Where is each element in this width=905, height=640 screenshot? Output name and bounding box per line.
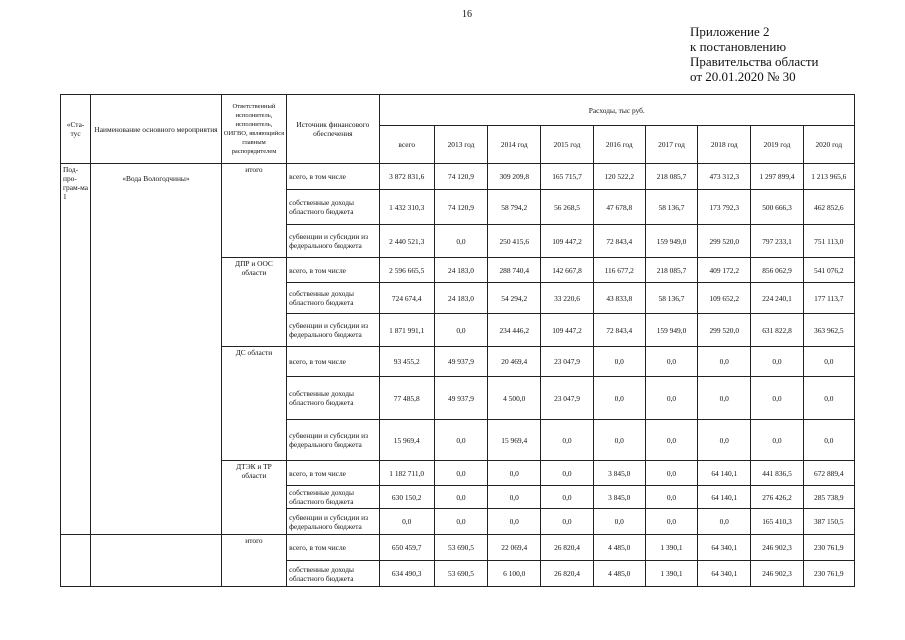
budget-table <box>60 94 855 587</box>
value-cell: 64 340,1 <box>698 561 751 587</box>
value-cell: 672 889,4 <box>803 461 854 486</box>
source-cell: субвенции и субсидии из федерального бюджета <box>287 509 379 535</box>
appendix-line-2: к постановлению <box>690 39 787 54</box>
value-cell: 363 962,5 <box>803 314 854 347</box>
source-cell: собственные доходы областного бюджета <box>287 561 379 587</box>
value-cell: 64 340,1 <box>698 535 751 561</box>
source-cell: всего, в том числе <box>287 535 379 561</box>
header-name: Наименование основного мероприятия <box>91 95 222 164</box>
header-year: 2020 год <box>803 126 854 164</box>
value-cell: 15 969,4 <box>488 420 541 461</box>
value-cell: 72 843,4 <box>593 314 645 347</box>
value-cell: 500 666,3 <box>751 190 803 225</box>
value-cell: 74 120,9 <box>434 164 487 190</box>
value-cell: 0,0 <box>698 377 751 420</box>
header-year: 2017 год <box>645 126 697 164</box>
value-cell: 23 047,9 <box>541 347 593 377</box>
value-cell: 276 426,2 <box>751 486 803 509</box>
value-cell: 0,0 <box>803 347 854 377</box>
value-cell: 109 652,2 <box>698 283 751 314</box>
value-cell: 0,0 <box>593 347 645 377</box>
value-cell: 93 455,2 <box>379 347 434 377</box>
value-cell: 288 740,4 <box>488 258 541 283</box>
value-cell: 47 678,8 <box>593 190 645 225</box>
value-cell: 0,0 <box>541 420 593 461</box>
value-cell: 797 233,1 <box>751 225 803 258</box>
value-cell: 56 268,5 <box>541 190 593 225</box>
value-cell: 246 902,3 <box>751 561 803 587</box>
source-cell: всего, в том числе <box>287 461 379 486</box>
value-cell: 159 949,0 <box>645 225 697 258</box>
header-total: всего <box>379 126 434 164</box>
value-cell: 0,0 <box>751 420 803 461</box>
value-cell: 72 843,4 <box>593 225 645 258</box>
value-cell: 0,0 <box>698 420 751 461</box>
status-cell <box>61 535 91 587</box>
value-cell: 234 446,2 <box>488 314 541 347</box>
value-cell: 631 822,8 <box>751 314 803 347</box>
responsible-cell: ДТЭК и ТР области <box>221 461 286 535</box>
header-year: 2019 год <box>751 126 803 164</box>
header-expenses: Расходы, тыс руб. <box>379 95 854 126</box>
value-cell: 49 937,9 <box>434 347 487 377</box>
value-cell: 299 520,0 <box>698 225 751 258</box>
value-cell: 0,0 <box>488 509 541 535</box>
value-cell: 177 113,7 <box>803 283 854 314</box>
value-cell: 473 312,3 <box>698 164 751 190</box>
value-cell: 120 522,2 <box>593 164 645 190</box>
value-cell: 0,0 <box>593 509 645 535</box>
value-cell: 0,0 <box>488 486 541 509</box>
appendix-line-3: Правительства области <box>690 54 819 69</box>
value-cell: 630 150,2 <box>379 486 434 509</box>
value-cell: 0,0 <box>751 377 803 420</box>
value-cell: 1 182 711,0 <box>379 461 434 486</box>
value-cell: 1 390,1 <box>645 535 697 561</box>
value-cell: 165 410,3 <box>751 509 803 535</box>
value-cell: 309 209,8 <box>488 164 541 190</box>
value-cell: 26 820,4 <box>541 535 593 561</box>
value-cell: 299 520,0 <box>698 314 751 347</box>
value-cell: 0,0 <box>434 225 487 258</box>
value-cell: 4 500,0 <box>488 377 541 420</box>
value-cell: 0,0 <box>645 377 697 420</box>
value-cell: 751 113,0 <box>803 225 854 258</box>
value-cell: 0,0 <box>698 347 751 377</box>
value-cell: 0,0 <box>645 461 697 486</box>
appendix-heading <box>690 24 819 84</box>
value-cell: 1 432 310,3 <box>379 190 434 225</box>
responsible-cell: ДС области <box>221 347 286 461</box>
header-year: 2015 год <box>541 126 593 164</box>
value-cell: 58 136,7 <box>645 190 697 225</box>
value-cell: 6 100,0 <box>488 561 541 587</box>
source-cell: всего, в том числе <box>287 347 379 377</box>
appendix-line-4: от 20.01.2020 № 30 <box>690 69 796 84</box>
value-cell: 0,0 <box>593 377 645 420</box>
value-cell: 0,0 <box>434 420 487 461</box>
source-cell: субвенции и субсидии из федерального бюджета <box>287 225 379 258</box>
value-cell: 0,0 <box>645 420 697 461</box>
value-cell: 634 490,3 <box>379 561 434 587</box>
value-cell: 0,0 <box>645 347 697 377</box>
value-cell: 0,0 <box>541 486 593 509</box>
value-cell: 4 485,0 <box>593 561 645 587</box>
value-cell: 74 120,9 <box>434 190 487 225</box>
value-cell: 0,0 <box>541 461 593 486</box>
value-cell: 54 294,2 <box>488 283 541 314</box>
source-cell: собственные доходы областного бюджета <box>287 377 379 420</box>
value-cell: 20 469,4 <box>488 347 541 377</box>
value-cell: 2 596 665,5 <box>379 258 434 283</box>
value-cell: 26 820,4 <box>541 561 593 587</box>
value-cell: 462 852,6 <box>803 190 854 225</box>
value-cell: 541 076,2 <box>803 258 854 283</box>
source-cell: собственные доходы областного бюджета <box>287 190 379 225</box>
value-cell: 0,0 <box>645 486 697 509</box>
value-cell: 4 485,0 <box>593 535 645 561</box>
value-cell: 142 667,8 <box>541 258 593 283</box>
value-cell: 441 836,5 <box>751 461 803 486</box>
value-cell: 64 140,1 <box>698 461 751 486</box>
responsible-cell: итого <box>221 535 286 587</box>
value-cell: 1 297 899,4 <box>751 164 803 190</box>
value-cell: 246 902,3 <box>751 535 803 561</box>
value-cell: 109 447,2 <box>541 314 593 347</box>
source-cell: субвенции и субсидии из федерального бюджета <box>287 314 379 347</box>
header-source: Источник финансового обеспечения <box>287 95 379 164</box>
value-cell: 173 792,3 <box>698 190 751 225</box>
header-year: 2013 год <box>434 126 487 164</box>
header-year: 2016 год <box>593 126 645 164</box>
header-year: 2014 год <box>488 126 541 164</box>
value-cell: 77 485,8 <box>379 377 434 420</box>
value-cell: 43 833,8 <box>593 283 645 314</box>
value-cell: 218 085,7 <box>645 164 697 190</box>
value-cell: 224 240,1 <box>751 283 803 314</box>
value-cell: 24 183,0 <box>434 283 487 314</box>
value-cell: 230 761,9 <box>803 561 854 587</box>
value-cell: 724 674,4 <box>379 283 434 314</box>
value-cell: 3 872 831,6 <box>379 164 434 190</box>
value-cell: 218 085,7 <box>645 258 697 283</box>
value-cell: 1 390,1 <box>645 561 697 587</box>
appendix-line-1: Приложение 2 <box>690 24 770 39</box>
value-cell: 15 969,4 <box>379 420 434 461</box>
program-name: «Вода Вологодчины» <box>91 164 222 535</box>
value-cell: 24 183,0 <box>434 258 487 283</box>
value-cell: 23 047,9 <box>541 377 593 420</box>
value-cell: 109 447,2 <box>541 225 593 258</box>
value-cell: 3 845,0 <box>593 486 645 509</box>
value-cell: 0,0 <box>488 461 541 486</box>
value-cell: 58 794,2 <box>488 190 541 225</box>
value-cell: 165 715,7 <box>541 164 593 190</box>
value-cell: 1 871 991,1 <box>379 314 434 347</box>
value-cell: 0,0 <box>541 509 593 535</box>
table-row <box>61 535 855 561</box>
value-cell: 285 738,9 <box>803 486 854 509</box>
value-cell: 856 062,9 <box>751 258 803 283</box>
value-cell: 0,0 <box>803 377 854 420</box>
value-cell: 1 213 965,6 <box>803 164 854 190</box>
header-status: «Ста-тус <box>61 95 91 164</box>
value-cell: 250 415,6 <box>488 225 541 258</box>
status-cell: Под-про-грам-ма 1 <box>61 164 91 535</box>
table-row <box>61 164 855 190</box>
value-cell: 3 845,0 <box>593 461 645 486</box>
source-cell: субвенции и субсидии из федерального бюджета <box>287 420 379 461</box>
value-cell: 64 140,1 <box>698 486 751 509</box>
header-year: 2018 год <box>698 126 751 164</box>
responsible-cell: ДПР и ООС области <box>221 258 286 347</box>
value-cell: 22 069,4 <box>488 535 541 561</box>
value-cell: 387 150,5 <box>803 509 854 535</box>
source-cell: всего, в том числе <box>287 258 379 283</box>
responsible-cell: итого <box>221 164 286 258</box>
source-cell: собственные доходы областного бюджета <box>287 283 379 314</box>
value-cell: 0,0 <box>593 420 645 461</box>
value-cell: 0,0 <box>434 486 487 509</box>
value-cell: 2 440 521,3 <box>379 225 434 258</box>
value-cell: 159 949,0 <box>645 314 697 347</box>
value-cell: 650 459,7 <box>379 535 434 561</box>
value-cell: 0,0 <box>645 509 697 535</box>
page-number: 16 <box>462 9 472 20</box>
value-cell: 58 136,7 <box>645 283 697 314</box>
value-cell: 0,0 <box>434 314 487 347</box>
source-cell: всего, в том числе <box>287 164 379 190</box>
value-cell: 53 690,5 <box>434 535 487 561</box>
value-cell: 33 220,6 <box>541 283 593 314</box>
value-cell: 0,0 <box>434 509 487 535</box>
source-cell: собственные доходы областного бюджета <box>287 486 379 509</box>
value-cell: 116 677,2 <box>593 258 645 283</box>
value-cell: 49 937,9 <box>434 377 487 420</box>
value-cell: 0,0 <box>379 509 434 535</box>
value-cell: 53 690,5 <box>434 561 487 587</box>
program-name <box>91 535 222 587</box>
value-cell: 0,0 <box>698 509 751 535</box>
value-cell: 0,0 <box>751 347 803 377</box>
value-cell: 0,0 <box>803 420 854 461</box>
value-cell: 230 761,9 <box>803 535 854 561</box>
value-cell: 409 172,2 <box>698 258 751 283</box>
header-responsible: Ответственный исполнитель, исполнитель, ОИГВО, являющийся главным распорядителем <box>221 95 286 164</box>
value-cell: 0,0 <box>434 461 487 486</box>
